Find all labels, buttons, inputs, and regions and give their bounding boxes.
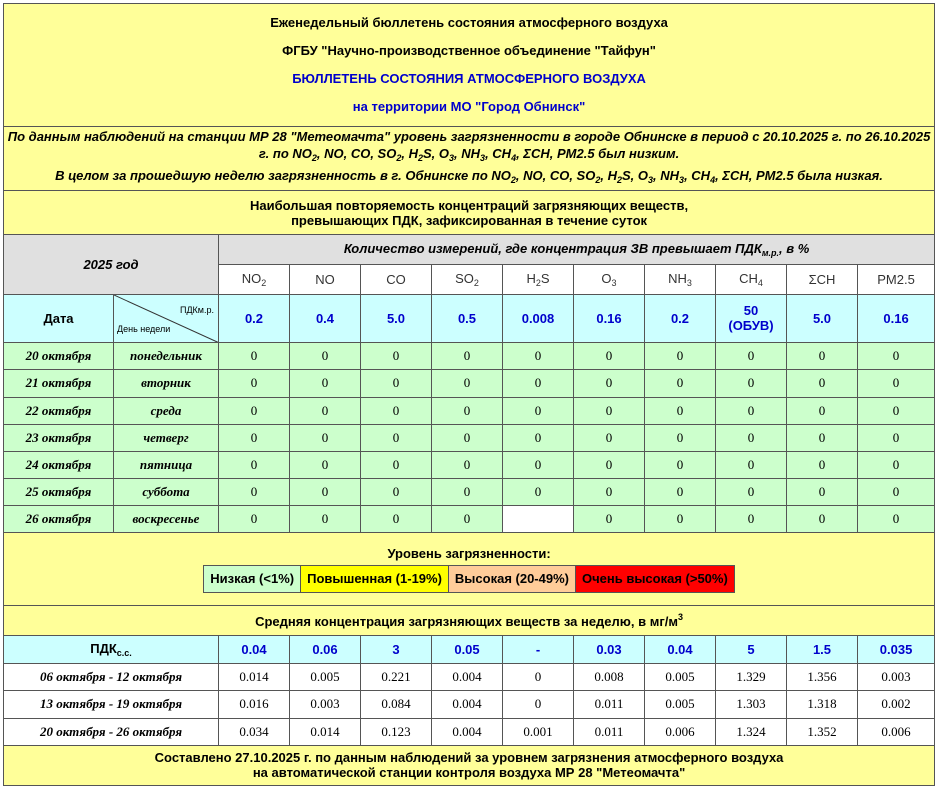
day-value: 0 — [290, 370, 361, 397]
day-value: 0 — [503, 424, 574, 451]
day-weekday: пятница — [114, 451, 219, 478]
week-value: 1.324 — [716, 718, 787, 745]
week-period: 13 октября - 19 октября — [4, 691, 219, 718]
summary-paragraph — [4, 126, 935, 190]
day-value: 0 — [432, 424, 503, 451]
pollutant-header — [716, 264, 787, 294]
day-value: 0 — [716, 479, 787, 506]
table-row — [4, 691, 935, 718]
day-value: 0 — [290, 343, 361, 370]
day-value: 0 — [645, 424, 716, 451]
day-value: 0 — [432, 451, 503, 478]
date-label: Дата — [4, 294, 114, 342]
pollutant-base: H — [526, 270, 536, 286]
week-value: 0.002 — [858, 691, 935, 718]
table-row — [4, 343, 935, 370]
day-value: 0 — [361, 479, 432, 506]
week-value: 1.303 — [716, 691, 787, 718]
table-row — [4, 718, 935, 745]
pollution-levels — [4, 533, 935, 605]
pollutant-base: PM2.5 — [877, 271, 915, 287]
day-value — [503, 506, 574, 533]
day-date: 23 октября — [4, 424, 114, 451]
pdk-mr-value: 0.4 — [290, 294, 361, 342]
bulletin-title: Еженедельный бюллетень состояния атмосферного воздуха — [270, 14, 668, 30]
level-item: Низкая (<1%) — [204, 565, 301, 592]
summary-line-1: По данным наблюдений на станции МР 28 "Метеомачта" уровень загрязненности в городе Обнинске в период с 20.10.2025 г. по 26.10.2025 г. по $NO_2$, NO, CO, $SO_2$, $H_2S$, $O_3$, $NH_3$, $CH_4$, ΣCH, PM2.5 был низким. — [7, 128, 931, 163]
pdk-weekday-corner — [114, 294, 219, 342]
pollutant-header — [858, 264, 935, 294]
pdk-mr-value: 0.008 — [503, 294, 574, 342]
week-rows — [4, 664, 935, 746]
week-value: 0.123 — [361, 718, 432, 745]
pdk-ss-value: - — [503, 636, 574, 664]
day-value: 0 — [858, 424, 935, 451]
pollutant-base: NO — [315, 271, 335, 287]
day-value: 0 — [503, 343, 574, 370]
pdk-ss-value: 0.035 — [858, 636, 935, 664]
day-value: 0 — [432, 370, 503, 397]
repeatability-title-line-2: превышающих ПДК, зафиксированная в течение суток — [291, 212, 648, 228]
day-value: 0 — [787, 451, 858, 478]
pollutant-base: CH — [739, 270, 758, 286]
pollutant-header — [787, 264, 858, 294]
day-value: 0 — [361, 451, 432, 478]
week-value: 0.014 — [290, 718, 361, 745]
day-value: 0 — [219, 397, 290, 424]
day-weekday: воскресенье — [114, 506, 219, 533]
day-value: 0 — [574, 506, 645, 533]
pdk-ss-row — [4, 636, 935, 664]
table-row — [4, 424, 935, 451]
pdk-mr-corner-label: ПДКм.р. — [179, 304, 214, 315]
day-value: 0 — [645, 397, 716, 424]
day-value: 0 — [219, 343, 290, 370]
pollutant-base: O — [601, 270, 612, 286]
level-item: Высокая (20-49%) — [448, 565, 575, 592]
week-value: 0.016 — [219, 691, 290, 718]
pollutant-header — [290, 264, 361, 294]
day-weekday: суббота — [114, 479, 219, 506]
day-value: 0 — [574, 451, 645, 478]
pdk-mr-value: 50 (ОБУВ) — [716, 294, 787, 342]
pollutant-header — [432, 264, 503, 294]
pollutant-base: NH — [668, 270, 687, 286]
day-rows — [4, 343, 935, 533]
table-row — [4, 397, 935, 424]
day-value: 0 — [503, 397, 574, 424]
pollutant-sub: 3 — [611, 277, 617, 288]
day-value: 0 — [858, 506, 935, 533]
pollutant-sub: 2 — [261, 277, 267, 288]
day-value: 0 — [787, 397, 858, 424]
pdk-ss-value: 0.04 — [645, 636, 716, 664]
pollutant-sub: 2 — [535, 277, 541, 288]
week-value: 0.005 — [645, 664, 716, 691]
day-value: 0 — [361, 424, 432, 451]
day-value: 0 — [290, 451, 361, 478]
pollutant-base: ΣCH — [808, 271, 836, 287]
day-value: 0 — [290, 397, 361, 424]
day-weekday: вторник — [114, 370, 219, 397]
day-value: 0 — [290, 424, 361, 451]
day-date: 20 октября — [4, 343, 114, 370]
day-value: 0 — [574, 479, 645, 506]
week-value: 0.084 — [361, 691, 432, 718]
pollutant-header — [574, 264, 645, 294]
pdk-mr-value: 5.0 — [787, 294, 858, 342]
pollutant-sub: 3 — [686, 277, 692, 288]
pollutant-header — [503, 264, 574, 294]
day-value: 0 — [574, 343, 645, 370]
day-date: 21 октября — [4, 370, 114, 397]
week-value: 1.352 — [787, 718, 858, 745]
day-value: 0 — [858, 397, 935, 424]
pdk-ss-value: 5 — [716, 636, 787, 664]
day-value: 0 — [432, 479, 503, 506]
day-value: 0 — [787, 506, 858, 533]
week-value: 0.004 — [432, 691, 503, 718]
week-period: 06 октября - 12 октября — [4, 664, 219, 691]
week-value: 0 — [503, 664, 574, 691]
day-date: 25 октября — [4, 479, 114, 506]
day-value: 0 — [219, 506, 290, 533]
week-value: 0.001 — [503, 718, 574, 745]
pdk-ss-value: 0.05 — [432, 636, 503, 664]
territory-line: на территории МО "Город Обнинск" — [352, 98, 586, 114]
day-date: 26 октября — [4, 506, 114, 533]
week-value: 1.356 — [787, 664, 858, 691]
pdk-mr-value: 0.2 — [645, 294, 716, 342]
week-value: 0.011 — [574, 718, 645, 745]
pollutant-sub: 2 — [473, 277, 479, 288]
day-value: 0 — [716, 424, 787, 451]
day-value: 0 — [503, 479, 574, 506]
day-date: 22 октября — [4, 397, 114, 424]
day-value: 0 — [361, 343, 432, 370]
day-value: 0 — [645, 370, 716, 397]
pollutant-header — [219, 264, 290, 294]
day-value: 0 — [716, 397, 787, 424]
day-weekday: понедельник — [114, 343, 219, 370]
week-period: 20 октября - 26 октября — [4, 718, 219, 745]
repeatability-title-line-1: Наибольшая повторяемость концентраций загрязняющих веществ, — [250, 197, 689, 213]
level-item: Очень высокая (>50%) — [575, 565, 734, 592]
table-row — [4, 664, 935, 691]
pollutant-tail: S — [540, 270, 550, 286]
pdk-ss-label: $ПДК_{с.с.}$ — [4, 636, 219, 664]
day-value: 0 — [787, 424, 858, 451]
week-value: 0 — [503, 691, 574, 718]
day-value: 0 — [361, 370, 432, 397]
day-value: 0 — [574, 397, 645, 424]
day-value: 0 — [290, 506, 361, 533]
day-weekday: четверг — [114, 424, 219, 451]
day-value: 0 — [219, 424, 290, 451]
footer-line-2: на автоматической станции контроля воздуха МР 28 "Метеомачта" — [252, 765, 686, 781]
week-value: 0.003 — [290, 691, 361, 718]
year-label: 2025 год — [4, 235, 219, 294]
pollutant-header — [361, 264, 432, 294]
repeatability-title — [4, 191, 935, 235]
day-value: 0 — [361, 506, 432, 533]
pollutant-base: NO — [241, 270, 262, 286]
day-value: 0 — [645, 479, 716, 506]
level-item: Повышенная (1-19%) — [301, 565, 449, 592]
day-weekday: среда — [114, 397, 219, 424]
day-value: 0 — [219, 451, 290, 478]
week-value: 0.005 — [645, 691, 716, 718]
table-row — [4, 451, 935, 478]
measurement-header: Количество измерений, где концентрация ЗВ превышает $ПДК_{м.р.}$, в % — [219, 235, 935, 264]
day-value: 0 — [716, 451, 787, 478]
day-value: 0 — [858, 451, 935, 478]
day-value: 0 — [432, 343, 503, 370]
pdk-mr-value: 5.0 — [361, 294, 432, 342]
pdk-mr-value: 0.16 — [574, 294, 645, 342]
pdk-mr-value: 0.16 — [858, 294, 935, 342]
pollutant-header — [645, 264, 716, 294]
day-value: 0 — [219, 479, 290, 506]
day-value: 0 — [858, 370, 935, 397]
pdk-ss-value: 3 — [361, 636, 432, 664]
bulletin-table — [3, 3, 935, 786]
pollutant-sub: 4 — [757, 277, 763, 288]
day-value: 0 — [219, 370, 290, 397]
day-date: 24 октября — [4, 451, 114, 478]
levels-legend — [203, 565, 735, 593]
day-value: 0 — [574, 424, 645, 451]
table-row — [4, 479, 935, 506]
footer-line-1: Составлено 27.10.2025 г. по данным наблюдений за уровнем загрязнения атмосферного воздуха — [154, 750, 784, 766]
pollutant-base: SO — [455, 270, 474, 286]
day-value: 0 — [645, 451, 716, 478]
day-value: 0 — [361, 397, 432, 424]
week-value: 0.005 — [290, 664, 361, 691]
pdk-ss-value: 0.04 — [219, 636, 290, 664]
pdk-mr-row — [4, 294, 935, 342]
week-value: 0.006 — [645, 718, 716, 745]
table-row — [4, 506, 935, 533]
pollutant-base: CO — [386, 271, 406, 287]
week-value: 1.318 — [787, 691, 858, 718]
day-value: 0 — [503, 370, 574, 397]
organization-name: ФГБУ "Научно-производственное объединение "Тайфун" — [282, 42, 656, 58]
week-value: 0.014 — [219, 664, 290, 691]
pdk-ss-value: 0.06 — [290, 636, 361, 664]
day-value: 0 — [645, 506, 716, 533]
day-value: 0 — [645, 343, 716, 370]
week-value: 0.004 — [432, 664, 503, 691]
day-value: 0 — [290, 479, 361, 506]
day-value: 0 — [787, 479, 858, 506]
week-value: 0.004 — [432, 718, 503, 745]
day-value: 0 — [574, 370, 645, 397]
day-value: 0 — [503, 451, 574, 478]
week-value: 0.003 — [858, 664, 935, 691]
table-row — [4, 370, 935, 397]
week-value: 1.329 — [716, 664, 787, 691]
bulletin-header — [4, 4, 935, 127]
day-value: 0 — [432, 397, 503, 424]
day-value: 0 — [787, 370, 858, 397]
day-value: 0 — [716, 506, 787, 533]
bulletin-heading: БЮЛЛЕТЕНЬ СОСТОЯНИЯ АТМОСФЕРНОГО ВОЗДУХА — [292, 70, 646, 86]
weekday-corner-label: День недели — [117, 324, 171, 335]
day-value: 0 — [858, 479, 935, 506]
week-value: 0.034 — [219, 718, 290, 745]
pdk-ss-value: 0.03 — [574, 636, 645, 664]
pdk-ss-value: 1.5 — [787, 636, 858, 664]
pdk-mr-value: 0.2 — [219, 294, 290, 342]
day-value: 0 — [716, 343, 787, 370]
week-value: 0.008 — [574, 664, 645, 691]
summary-line-2: В целом за прошедшую неделю загрязненность в г. Обнинске по $NO_2$, NO, CO, $SO_2$, $H_2S$, $O_3$, $NH_3$, $CH_4$, ΣCH, PM2.5 была низкая. — [55, 167, 883, 185]
average-title: Средняя концентрация загрязняющих веществ за неделю, в $мг/м^3$ — [4, 605, 935, 635]
pdk-mr-value: 0.5 — [432, 294, 503, 342]
diagonal-divider — [114, 295, 218, 342]
levels-title: Уровень загрязненности: — [387, 545, 551, 561]
footer-note — [4, 745, 935, 785]
day-value: 0 — [787, 343, 858, 370]
week-value: 0.221 — [361, 664, 432, 691]
day-value: 0 — [858, 343, 935, 370]
day-value: 0 — [716, 370, 787, 397]
week-value: 0.006 — [858, 718, 935, 745]
day-value: 0 — [432, 506, 503, 533]
week-value: 0.011 — [574, 691, 645, 718]
